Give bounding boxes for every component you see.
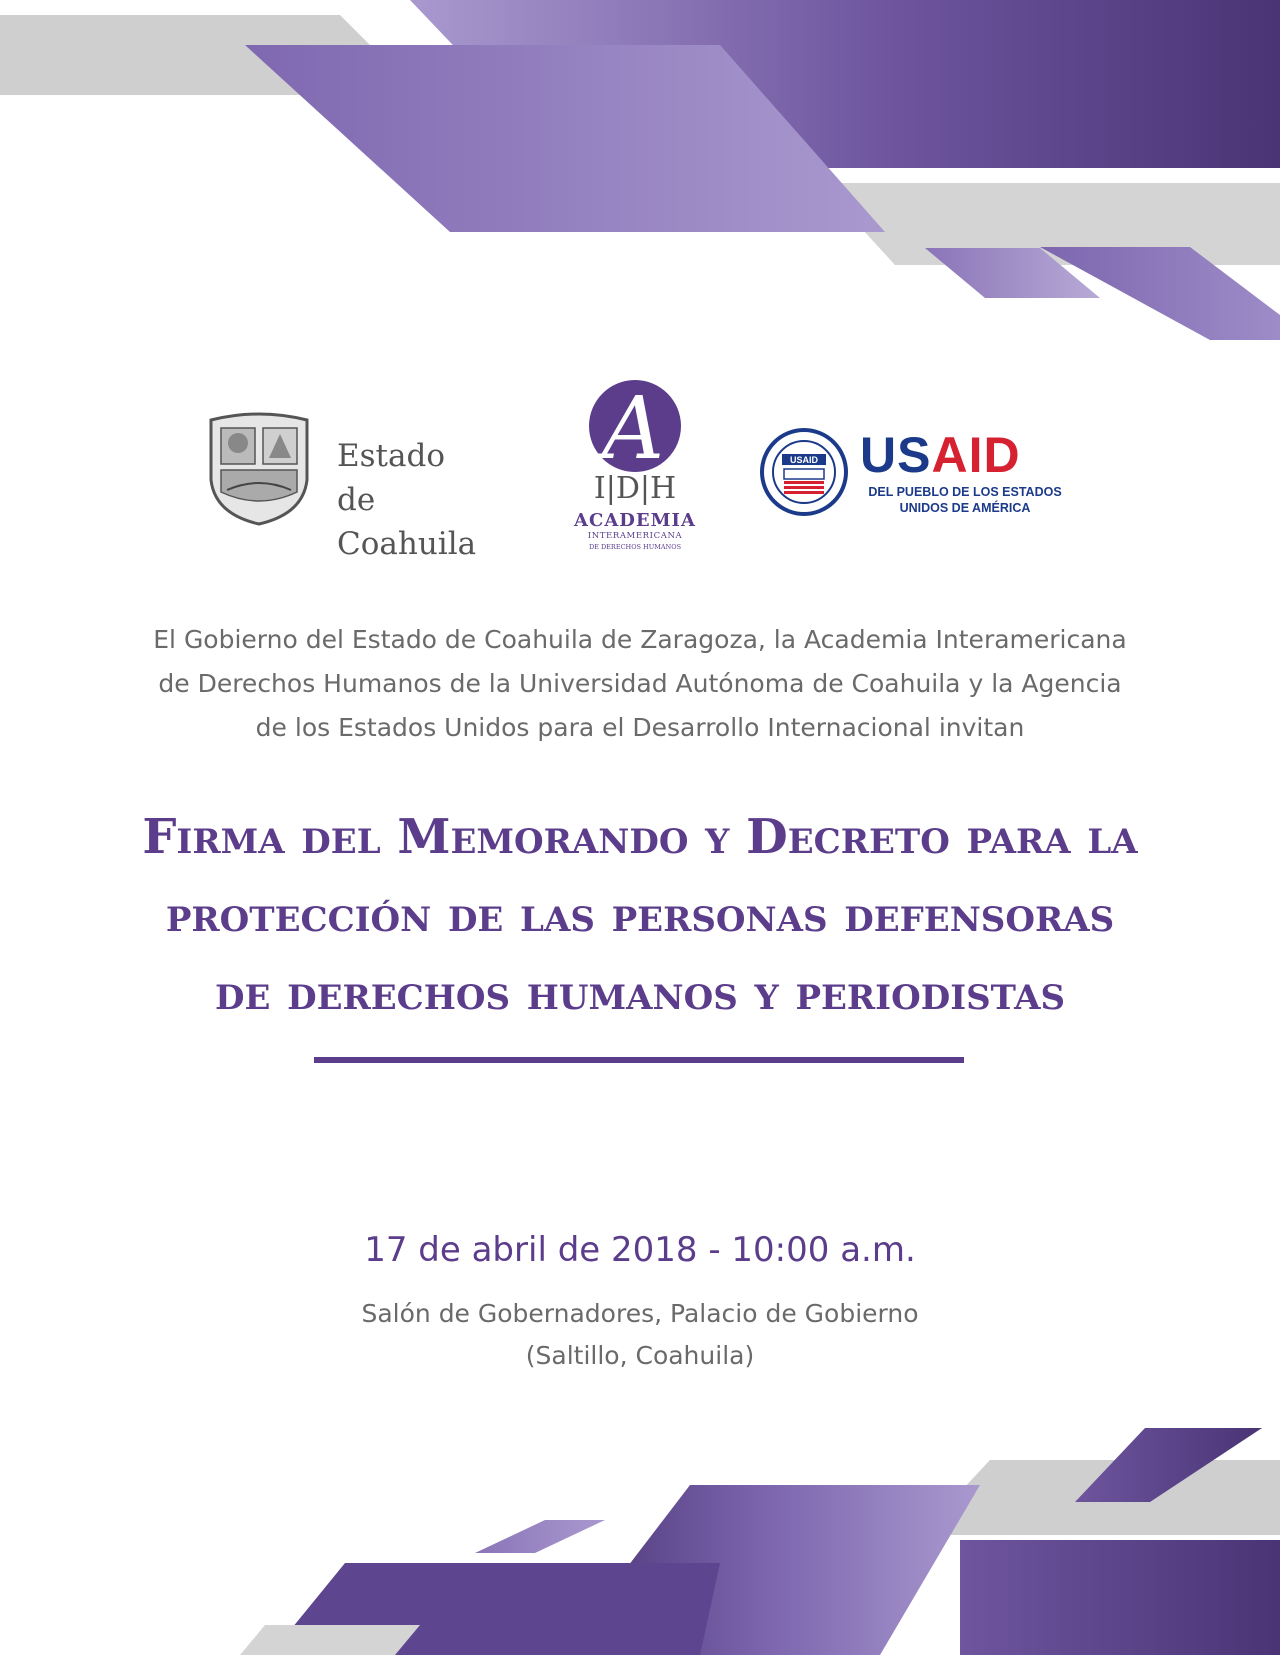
idh-academia-logo <box>570 380 700 555</box>
usaid-subtitle-line1: DEL PUEBLO DE LOS ESTADOS <box>868 485 1062 499</box>
bottom-decorative-banner <box>0 1420 1280 1655</box>
event-title <box>40 798 1240 1032</box>
usaid-word-aid: AID <box>931 427 1021 483</box>
idh-academia: ACADEMIA <box>574 510 696 531</box>
intro-line: El Gobierno del Estado de Coahuila de Zaragoza, la Academia Interamericana <box>153 625 1127 654</box>
sponsor-logos <box>0 380 1280 560</box>
usaid-seal-icon <box>760 428 848 516</box>
intro-line: de los Estados Unidos para el Desarrollo Internacional invitan <box>255 713 1025 742</box>
title-divider <box>314 1057 964 1063</box>
idh-letters: I|D|H <box>593 471 677 506</box>
usaid-wordmark <box>860 426 1021 484</box>
event-datetime: 17 de abril de 2018 - 10:00 a.m. <box>364 1230 916 1270</box>
usaid-subtitle <box>860 484 1070 516</box>
coahuila-logo-line2: de Coahuila <box>337 482 477 562</box>
venue-line: Salón de Gobernadores, Palacio de Gobierno <box>361 1299 919 1328</box>
usaid-seal-label: USAID <box>789 455 819 465</box>
idh-sub1: INTERAMERICANA <box>587 531 683 541</box>
invitation-intro <box>60 618 1220 750</box>
idh-sub2: DE DERECHOS HUMANOS <box>588 543 682 551</box>
title-line: de derechos humanos y periodistas <box>214 965 1066 1021</box>
deco-gray-band <box>240 1625 420 1655</box>
title-line: Firma del Memorando y Decreto para la <box>142 809 1138 865</box>
coahuila-logo-line1: Estado <box>337 438 445 474</box>
usaid-subtitle-line2: UNIDOS DE AMÉRICA <box>899 501 1031 515</box>
coahuila-coat-of-arms-icon <box>205 410 313 526</box>
usaid-logo <box>760 428 1060 528</box>
deco-purple-band <box>960 1540 1280 1655</box>
top-decorative-banner <box>0 0 1280 345</box>
coahuila-logo <box>205 410 505 562</box>
deco-gray-band <box>820 183 1280 265</box>
deco-purple-band <box>475 1520 605 1553</box>
venue-line: (Saltillo, Coahuila) <box>525 1341 755 1370</box>
title-line: protección de las personas defensoras <box>165 887 1115 943</box>
intro-line: de Derechos Humanos de la Universidad Autónoma de Coahuila y la Agencia <box>158 669 1122 698</box>
event-venue <box>0 1293 1280 1377</box>
idh-monogram: A <box>601 380 665 479</box>
usaid-word-us: US <box>860 427 932 483</box>
